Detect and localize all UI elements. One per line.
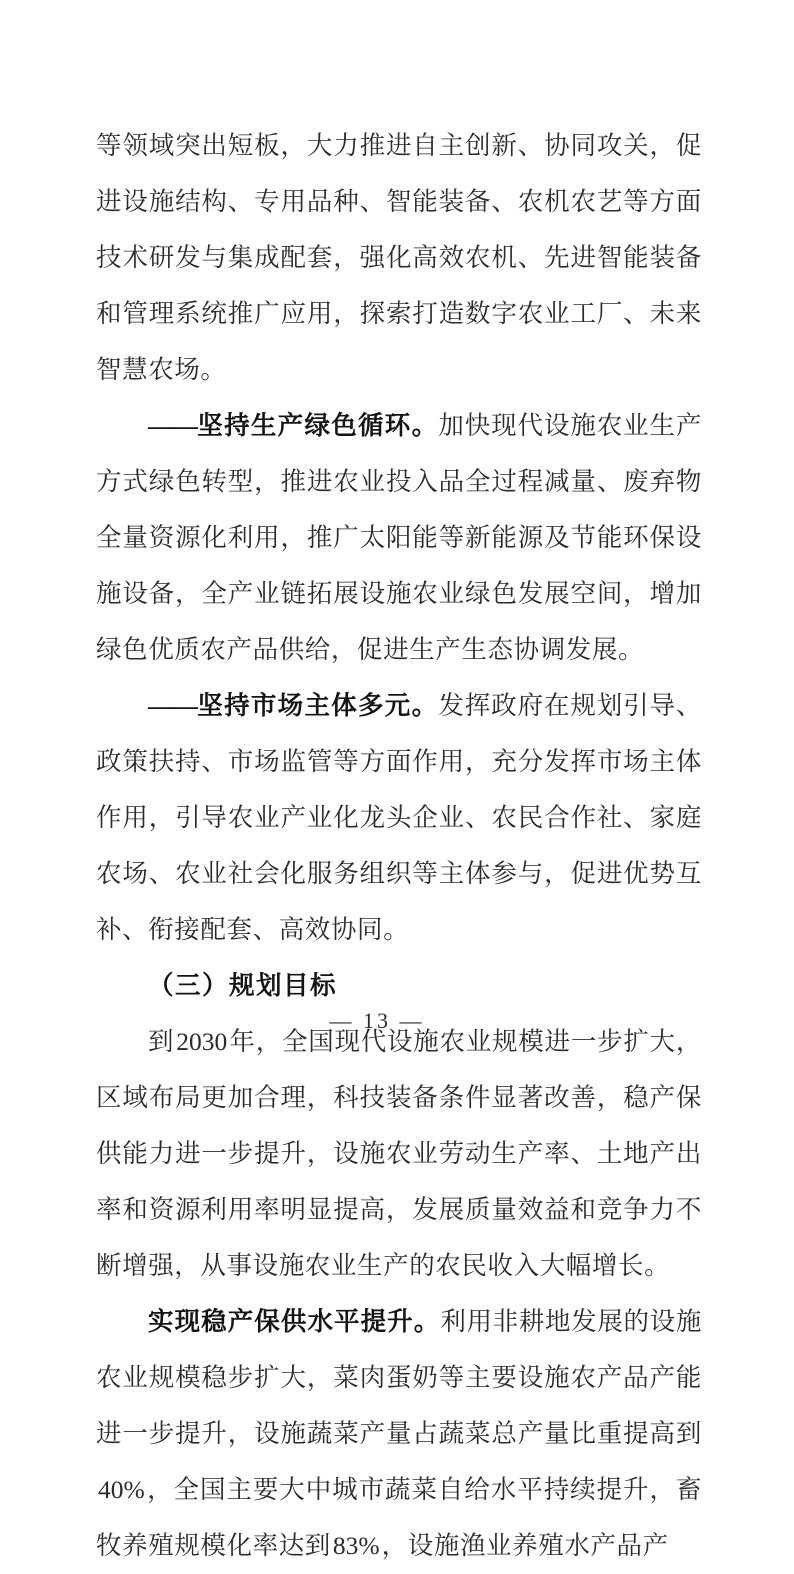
page-number: — 13 — <box>329 1008 425 1033</box>
goals-prefix: 到 <box>148 1027 175 1056</box>
paragraph-continuation: 等领域突出短板，大力推进自主创新、协同攻关，促进设施结构、专用品种、智能装备、农机农艺等方面技术研发与集成配套，强化高效农机、先进智能装备和管理系统推广应用，探索打造数字农业工厂、未来智慧农场。 <box>96 131 702 384</box>
page-content <box>96 118 702 1574</box>
body-supply-level-part1: 利用非耕地发展的设施农业规模稳步扩大，菜肉蛋奶等主要设施农产品产能进一步提升，设施蔬菜产量占蔬菜总产量比重提高到 <box>96 1307 702 1448</box>
body-market-entities: 发挥政府在规划引导、政策扶持、市场监管等方面作用，充分发挥市场主体作用，引导农业产业化龙头企业、农民合作社、家庭农场、农业社会化服务组织等主体参与，促进优势互补、衔接配套、高效协同。 <box>96 691 702 944</box>
body-goals-2030: 年，全国现代设施农业规模进一步扩大，区域布局更加合理，科技装备条件显著改善，稳产保供能力进一步提升，设施农业劳动生产率、土地产出率和资源利用率明显提高，发展质量效益和竞争力不断增强，从事设施农业生产的农民收入大幅增长。 <box>96 1027 702 1280</box>
body-supply-level-part2: ，全国主要大中城市蔬菜自给水平持续提升，畜牧养殖规模化率达到 <box>96 1475 702 1560</box>
paragraph-goals-2030 <box>96 1014 702 1294</box>
value-livestock-scale-percent: 83% <box>332 1531 380 1560</box>
em-dash-marker-market-entities: —— <box>148 691 197 720</box>
value-vegetable-share-percent: 40% <box>98 1475 145 1504</box>
body-green-cycle: 加快现代设施农业生产方式绿色转型，推进农业投入品全过程减量、废弃物全量资源化利用，推广太阳能等新能源及节能环保设施设备，全产业链拓展设施农业绿色发展空间，增加绿色优质农产品供给，促进生产生态协调发展。 <box>96 411 702 664</box>
lead-in-market-entities: 坚持市场主体多元。 <box>197 691 439 720</box>
goals-target-year: 2030 <box>176 1027 228 1056</box>
body-supply-level-part3: ，设施渔业养殖水产品产 <box>381 1531 669 1560</box>
section-heading-planning-goals: （三）规划目标 <box>148 971 338 1000</box>
paragraph-green-cycle <box>96 398 702 678</box>
lead-in-green-cycle: 坚持生产绿色循环。 <box>197 411 439 440</box>
em-dash-marker-green-cycle: —— <box>148 411 197 440</box>
paragraph-market-entities <box>96 678 702 958</box>
lead-in-supply-level: 实现稳产保供水平提升。 <box>148 1307 441 1336</box>
paragraph-supply-level <box>96 1294 702 1574</box>
page-footer <box>0 1008 794 1034</box>
